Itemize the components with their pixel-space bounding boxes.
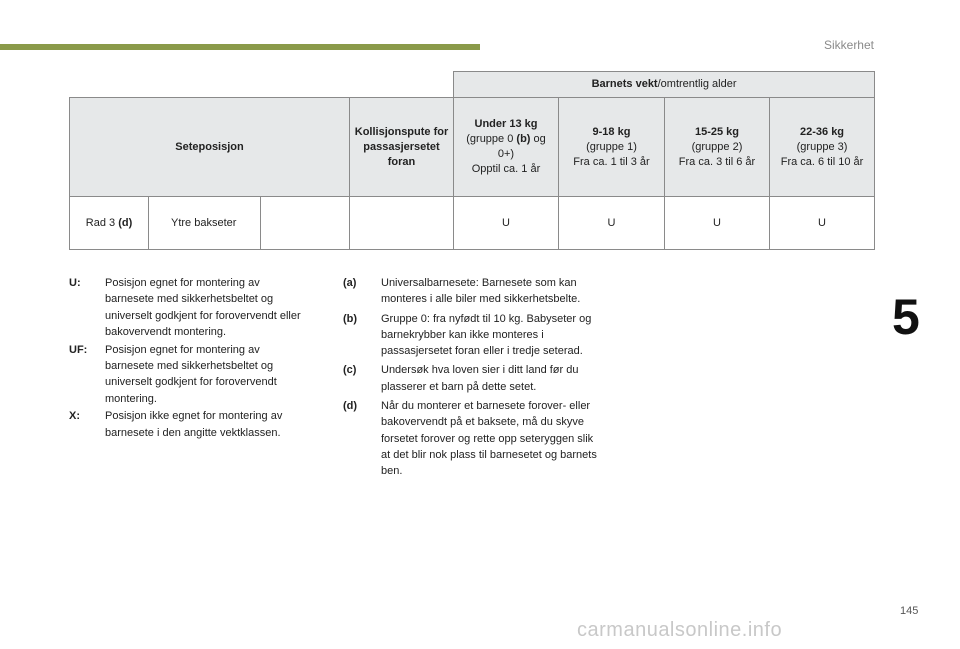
note-item [343,311,603,360]
child-seat-table [69,71,875,250]
note-text: Gruppe 0: fra nyfødt til 10 kg. Babyseter og barnekrybber kan ikke monteres i passasjersetet foran eller i tredje seterad. [381,312,592,358]
seat-position-header: Seteposisjon [70,98,350,197]
row-value-col1: U [454,197,559,250]
legend-item [69,275,309,340]
legend-item [69,342,309,407]
row-position: Rad 3 (d) [70,197,149,250]
airbag-header: Kollisjonspute for passasjersetet foran [350,98,454,197]
header-accent-bar [0,44,480,50]
note-key: (a) [343,277,357,289]
row-value-col2: U [559,197,665,250]
section-title: Sikkerhet [823,38,874,52]
note-text: Undersøk hva loven sier i ditt land før du plasserer et barn på dette setet. [381,364,579,393]
legend-key: X: [69,410,80,423]
page-number: 145 [900,605,919,617]
note-item [343,275,603,308]
note-key: (d) [343,400,358,413]
note-text: Når du monterer et barnesete forover- eller bakovervendt på et baksete, må du skyve forsetet forover og rette opp seteryggen slik at det blir nok plass til barnesetet og barnets ben. [381,400,597,478]
legend-text: Posisjon ikke egnet for montering av barnesete i den angitte vektklassen. [105,410,283,439]
col-header-9-18kg: 9-18 kg (gruppe 1) Fra ca. 1 til 3 år [559,98,665,197]
watermark: carmanualsonline.info [577,619,783,641]
row-empty-cell [261,197,350,250]
note-item [343,362,603,395]
legend-key: UF: [69,343,88,356]
row-airbag-cell [350,197,454,250]
note-text: Universalbarnesete: Barnesete som kan monteres i alle biler med sikkerhetsbelte. [381,277,581,306]
weight-group-header: Barnets vekt/omtrentlig alder [454,72,875,98]
legend-text: Posisjon egnet for montering av barnesete med sikkerhetsbeltet og universelt godkjent for forovervendt eller bakovervendt montering. [105,277,301,338]
legend-codes [69,275,309,442]
note-key: (b) [343,312,358,325]
note-key: (c) [343,364,357,377]
note-item [343,398,603,479]
chapter-number: 5 [892,289,920,345]
legend-text: Posisjon egnet for montering av barnesete med sikkerhetsbeltet og universelt godkjent for forovervendt montering. [105,343,277,405]
col-header-22-36kg: 22-36 kg (gruppe 3) Fra ca. 6 til 10 år [770,98,875,197]
row-value-col3: U [665,197,770,250]
row-seat: Ytre bakseter [149,197,261,250]
legend-key: U: [69,277,81,289]
legend-notes [343,275,603,483]
col-header-under-13kg: Under 13 kg (gruppe 0 (b) og 0+) Opptil ca. 1 år [454,98,559,197]
legend-item [69,408,309,441]
col-header-15-25kg: 15-25 kg (gruppe 2) Fra ca. 3 til 6 år [665,98,770,197]
row-value-col4: U [770,197,875,250]
